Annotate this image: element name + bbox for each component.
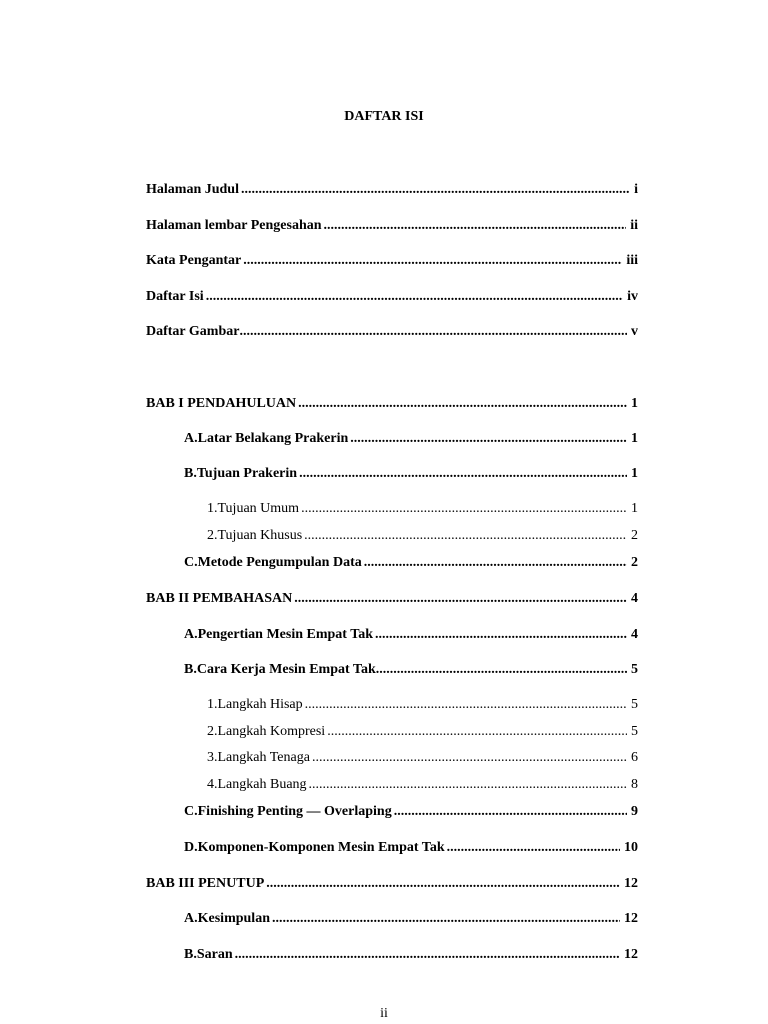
toc-page-number: 5 xyxy=(631,662,638,677)
dot-leader xyxy=(312,749,627,767)
toc-marker: B. xyxy=(184,466,197,481)
dot-leader xyxy=(305,696,627,714)
toc-label: Langkah Tenaga xyxy=(217,750,310,765)
dot-leader xyxy=(301,500,627,518)
toc-label: Metode Pengumpulan Data xyxy=(197,555,362,570)
toc-page-number: ii xyxy=(630,218,638,233)
toc-label: Tujuan Khusus xyxy=(217,528,303,543)
dot-leader xyxy=(243,252,622,270)
toc-page-number: 4 xyxy=(631,627,638,642)
toc-label: Kesimpulan xyxy=(197,911,270,926)
toc-page-number: 5 xyxy=(631,724,638,739)
dot-leader xyxy=(235,946,620,964)
toc-page-number: v xyxy=(631,324,638,339)
toc-marker: A. xyxy=(184,431,198,446)
dot-leader xyxy=(299,465,627,483)
toc-marker: 1. xyxy=(207,697,218,712)
toc-page-number: i xyxy=(634,182,638,197)
toc-entry-halaman-judul[interactable] xyxy=(146,181,638,199)
toc-entry-bab-1[interactable] xyxy=(146,395,638,413)
toc-page-number: 10 xyxy=(624,840,638,855)
dot-leader xyxy=(272,910,620,928)
toc-marker: 2. xyxy=(207,724,218,739)
toc-page-number: 6 xyxy=(631,750,638,765)
toc-entry-kata-pengantar[interactable] xyxy=(146,252,638,270)
toc-page-number: iii xyxy=(626,253,638,268)
toc-label: Langkah Kompresi xyxy=(217,724,326,739)
toc-entry-bab-3-b[interactable] xyxy=(184,946,638,964)
toc-label: Tujuan Umum xyxy=(217,501,300,516)
toc-entry-bab-2-b[interactable] xyxy=(184,661,638,679)
footer-page-number: ii xyxy=(380,1006,388,1021)
toc-marker: 3. xyxy=(207,750,218,765)
toc-page-number: 2 xyxy=(631,555,638,570)
toc-label: Halaman Judul xyxy=(146,182,239,197)
toc-marker: A. xyxy=(184,627,198,642)
dot-leader xyxy=(376,661,627,679)
toc-page-number: 5 xyxy=(631,697,638,712)
toc-label: BAB II PEMBAHASAN xyxy=(146,591,293,606)
toc-label: Komponen-Komponen Mesin Empat Tak xyxy=(197,840,445,855)
toc-page-number: 4 xyxy=(631,591,638,606)
dot-leader xyxy=(309,776,627,794)
toc-entry-bab-2-b-1[interactable] xyxy=(207,696,638,714)
toc-entry-bab-2-c[interactable] xyxy=(184,803,638,821)
toc-entry-bab-1-b[interactable] xyxy=(184,465,638,483)
toc-label: Halaman lembar Pengesahan xyxy=(146,218,322,233)
toc-marker: 4. xyxy=(207,777,218,792)
toc-label: Tujuan Prakerin xyxy=(196,466,298,481)
toc-label: Saran xyxy=(196,947,233,962)
dot-leader xyxy=(324,217,627,235)
toc-marker: 1. xyxy=(207,501,218,516)
dot-leader xyxy=(350,430,627,448)
dot-leader xyxy=(447,839,620,857)
toc-entry-bab-1-b-1[interactable] xyxy=(207,500,638,518)
toc-page-number: 2 xyxy=(631,528,638,543)
dot-leader xyxy=(394,803,627,821)
toc-entry-bab-2-b-2[interactable] xyxy=(207,723,638,741)
toc-page-number: 9 xyxy=(631,804,638,819)
toc-page-number: 12 xyxy=(624,947,638,962)
toc-label: Daftar Isi xyxy=(146,289,204,304)
dot-leader xyxy=(375,626,627,644)
toc-page-number: 1 xyxy=(631,501,638,516)
toc-marker: B. xyxy=(184,662,197,677)
toc-entry-bab-2[interactable] xyxy=(146,590,638,608)
toc-entry-bab-1-c[interactable] xyxy=(184,554,638,572)
toc-marker: D. xyxy=(184,840,198,855)
toc-label: Langkah Hisap xyxy=(217,697,303,712)
dot-leader xyxy=(294,590,627,608)
toc-entry-daftar-isi[interactable] xyxy=(146,288,638,306)
toc-entry-bab-2-b-3[interactable] xyxy=(207,749,638,767)
dot-leader xyxy=(206,288,623,306)
toc-entry-bab-2-d[interactable] xyxy=(184,839,638,857)
toc-page-number: iv xyxy=(627,289,638,304)
toc-page-number: 1 xyxy=(631,396,638,411)
toc-label: Latar Belakang Prakerin xyxy=(197,431,349,446)
toc-entry-bab-1-a[interactable] xyxy=(184,430,638,448)
dot-leader xyxy=(298,395,627,413)
dot-leader xyxy=(364,554,627,572)
toc-page-number: 1 xyxy=(631,466,638,481)
toc-label: Daftar Gambar xyxy=(146,324,240,339)
page-title: DAFTAR ISI xyxy=(344,109,424,124)
dot-leader xyxy=(266,875,620,893)
toc-marker: A. xyxy=(184,911,198,926)
toc-label: BAB III PENUTUP xyxy=(146,876,265,891)
toc-marker: B. xyxy=(184,947,197,962)
toc-page-number: 12 xyxy=(624,911,638,926)
toc-marker: C. xyxy=(184,555,198,570)
toc-label: Langkah Buang xyxy=(217,777,307,792)
dot-leader xyxy=(241,181,630,199)
toc-marker: C. xyxy=(184,804,198,819)
toc-entry-bab-3-a[interactable] xyxy=(184,910,638,928)
toc-entry-halaman-pengesahan[interactable] xyxy=(146,217,638,235)
dot-leader xyxy=(327,723,627,741)
dot-leader xyxy=(239,323,627,341)
toc-page-number: 8 xyxy=(631,777,638,792)
toc-label: Pengertian Mesin Empat Tak xyxy=(197,627,374,642)
toc-entry-bab-2-a[interactable] xyxy=(184,626,638,644)
toc-entry-bab-1-b-2[interactable] xyxy=(207,527,638,545)
toc-label: Kata Pengantar xyxy=(146,253,242,268)
toc-label: Finishing Penting — Overlaping xyxy=(197,804,392,819)
toc-page-number: 1 xyxy=(631,431,638,446)
toc-page-number: 12 xyxy=(624,876,638,891)
toc-label: BAB I PENDAHULUAN xyxy=(146,396,297,411)
toc-entry-daftar-gambar[interactable] xyxy=(146,323,638,341)
toc-marker: 2. xyxy=(207,528,218,543)
toc-label: Cara Kerja Mesin Empat Tak xyxy=(196,662,376,677)
toc-entry-bab-3[interactable] xyxy=(146,875,638,893)
dot-leader xyxy=(304,527,627,545)
toc-entry-bab-2-b-4[interactable] xyxy=(207,776,638,794)
